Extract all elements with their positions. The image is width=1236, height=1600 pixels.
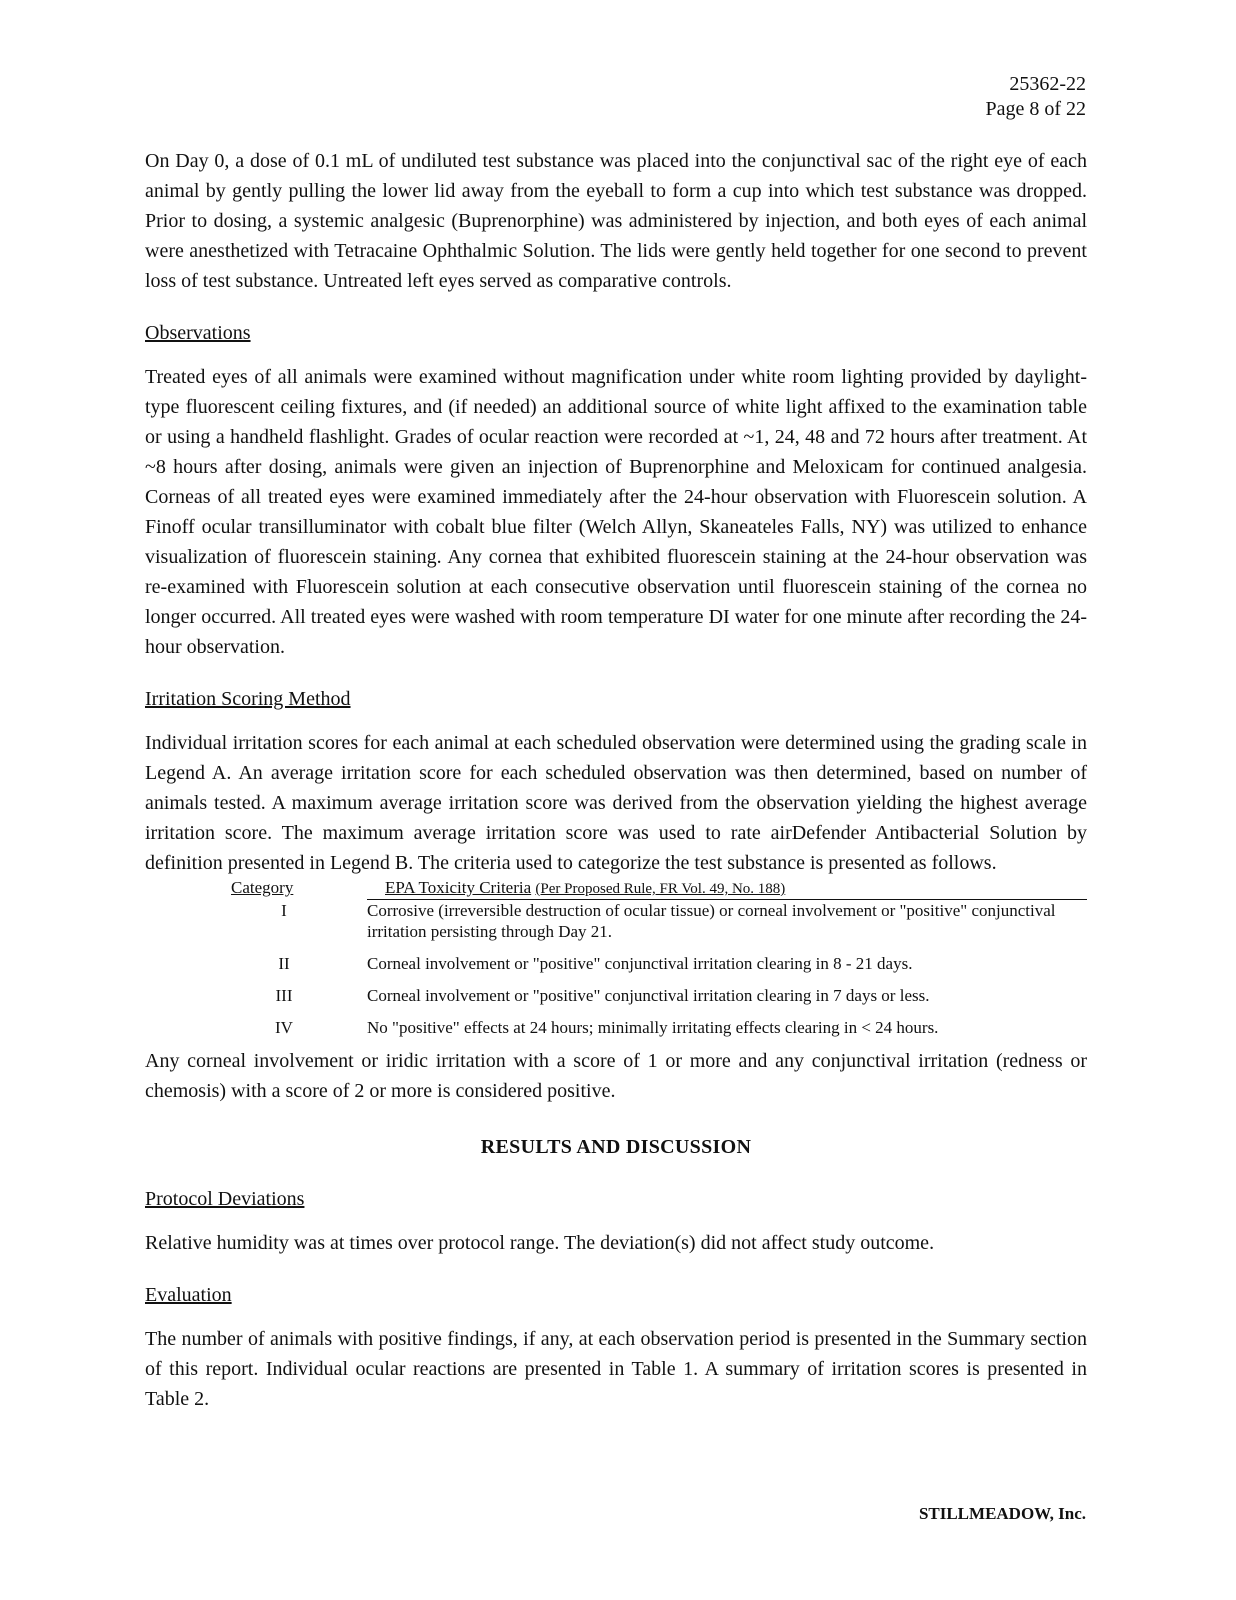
evaluation-heading: Evaluation [145, 1284, 232, 1306]
criteria-header-note: (Per Proposed Rule, FR Vol. 49, No. 188) [535, 881, 786, 897]
document-number: 25362-22 [1009, 73, 1086, 95]
category-value: III [275, 986, 293, 1005]
criteria-header-title: EPA Toxicity Criteria [385, 878, 532, 897]
scoring-method-heading: Irritation Scoring Method [145, 688, 351, 710]
category-description: No "positive" effects at 24 hours; minimally irritating effects clearing in < 24 hours. [367, 1018, 939, 1037]
scoring-method-paragraph: Individual irritation scores for each animal at each scheduled observation were determined using the grading scale in Legend A. An average irritation score for each scheduled observation was then determined, based on number of animals tested. A maximum average irritation score was derived from the observation yielding the highest average irritation score. The maximum average irritation score was used to rate airDefender Antibacterial Solution by definition presented in Legend B. The criteria used to categorize the test substance is presented as follows. [145, 732, 1087, 874]
page-content [145, 146, 1087, 1414]
protocol-deviations-paragraph: Relative humidity was at times over protocol range. The deviation(s) did not affect study outcome. [145, 1232, 935, 1254]
criteria-row [231, 953, 1087, 974]
page-number: Page 8 of 22 [985, 98, 1086, 120]
category-description: Corneal involvement or "positive" conjunctival irritation clearing in 7 days or less. [367, 986, 930, 1005]
category-value: I [281, 901, 287, 920]
criteria-row [231, 900, 1087, 942]
epa-criteria-table [231, 878, 1087, 1038]
results-section-title: RESULTS AND DISCUSSION [480, 1136, 752, 1158]
category-description: Corrosive (irreversible destruction of ocular tissue) or corneal involvement or "positive" conjunctival irritation persisting through Day 21. [367, 901, 1056, 941]
category-value: IV [275, 1018, 293, 1037]
observations-paragraph: Treated eyes of all animals were examined without magnification under white room lighting provided by daylight-type fluorescent ceiling fixtures, and (if needed) an additional source of white light affixed to the examination table or using a handheld flashlight. Grades of ocular reaction were recorded at ~1, 24, 48 and 72 hours after treatment. At ~8 hours after dosing, animals were given an injection of Buprenorphine and Meloxicam for continued analgesia. Corneas of all treated eyes were examined immediately after the 24-hour observation with Fluorescein solution. A Finoff ocular transilluminator with cobalt blue filter (Welch Allyn, Skaneateles Falls, NY) was utilized to enhance visualization of fluorescein staining. Any cornea that exhibited fluorescein staining at the 24-hour observation was re-examined with Fluorescein solution at each consecutive observation until fluorescein staining of the cornea no longer occurred. All treated eyes were washed with room temperature DI water for one minute after recording the 24-hour observation. [145, 366, 1087, 658]
positive-definition-paragraph: Any corneal involvement or iridic irritation with a score of 1 or more and any conjunctival irritation (redness or chemosis) with a score of 2 or more is considered positive. [145, 1050, 1087, 1102]
criteria-header [367, 878, 1087, 900]
criteria-header-row [231, 878, 1087, 900]
company-footer: STILLMEADOW, Inc. [918, 1504, 1086, 1523]
protocol-deviations-heading: Protocol Deviations [145, 1188, 305, 1210]
criteria-row [231, 1017, 1087, 1038]
page-header [985, 72, 1086, 122]
observations-heading: Observations [145, 322, 251, 344]
category-header: Category [231, 878, 294, 897]
evaluation-paragraph: The number of animals with positive findings, if any, at each observation period is presented in the Summary section of this report. Individual ocular reactions are presented in Table 1. A summary of irritation scores is presented in Table 2. [145, 1328, 1087, 1410]
criteria-row [231, 985, 1087, 1006]
category-value: II [278, 954, 290, 973]
dosing-paragraph: On Day 0, a dose of 0.1 mL of undiluted test substance was placed into the conjunctival sac of the right eye of each animal by gently pulling the lower lid away from the eyeball to form a cup into which test substance was dropped. Prior to dosing, a systemic analgesic (Buprenorphine) was administered by injection, and both eyes of each animal were anesthetized with Tetracaine Ophthalmic Solution. The lids were gently held together for one second to prevent loss of test substance. Untreated left eyes served as comparative controls. [145, 150, 1087, 292]
category-description: Corneal involvement or "positive" conjunctival irritation clearing in 8 - 21 days. [367, 954, 913, 973]
